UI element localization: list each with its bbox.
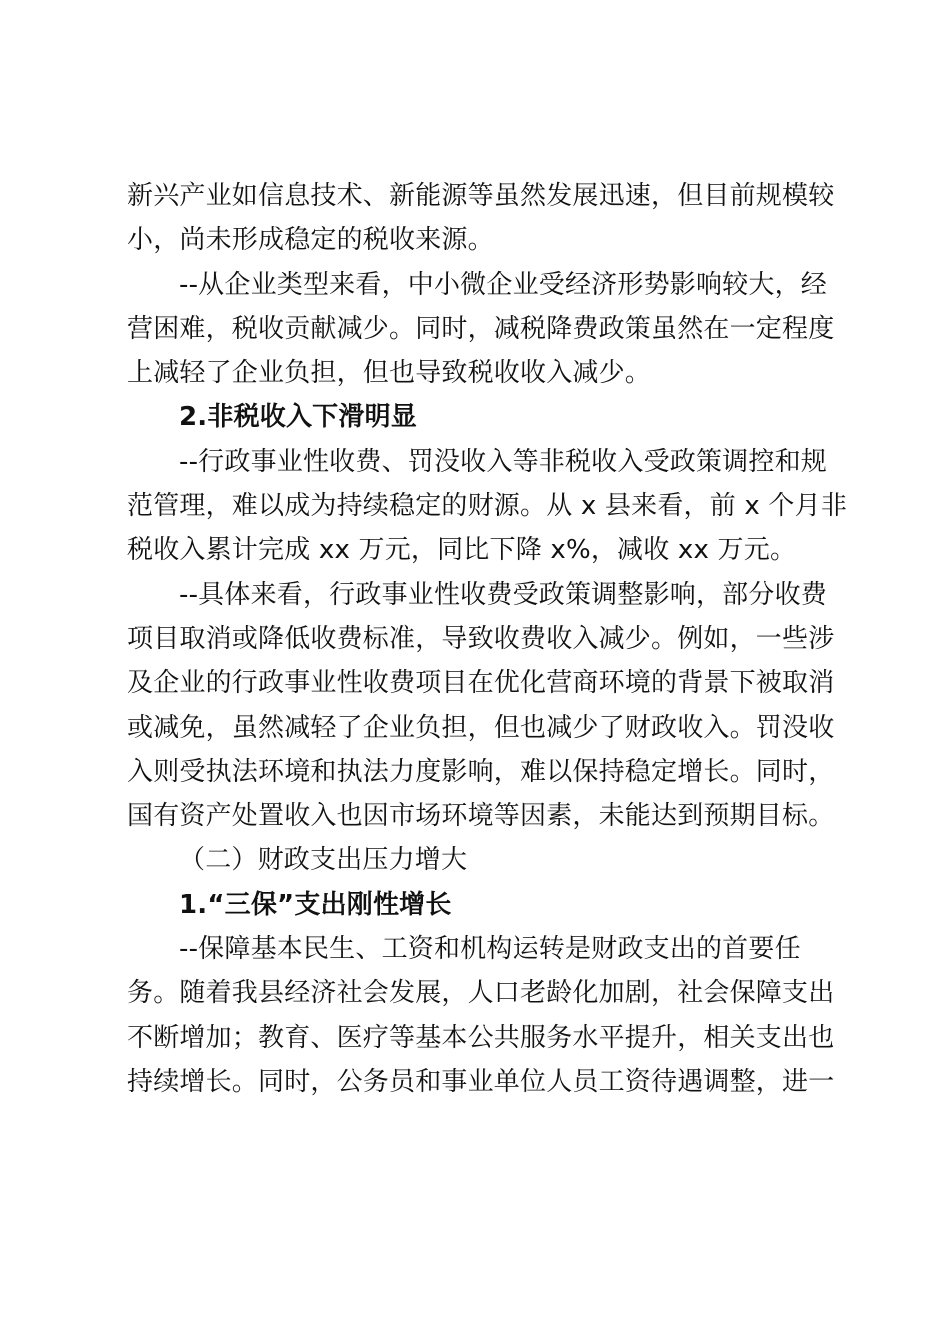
text-line: 小，尚未形成稳定的税收来源。 [127, 225, 494, 256]
text-line: --从企业类型来看，中小微企业受经济形势影响较大，经 [179, 269, 827, 300]
document-body [127, 174, 848, 1104]
text-line: --具体来看，行政事业性收费受政策调整影响，部分收费 [179, 579, 827, 610]
section-heading: 2.非税收入下滑明显 [179, 402, 417, 433]
text-line: 入则受执法环境和执法力度影响，难以保持稳定增长。同时， [127, 756, 835, 787]
text-line: 持续增长。同时，公务员和事业单位人员工资待遇调整，进一 [127, 1066, 835, 1097]
section-heading: 1.“三保”支出刚性增长 [179, 889, 452, 920]
text-line: 或减免，虽然减轻了企业负担，但也减少了财政收入。罚没收 [127, 712, 835, 743]
text-line: 新兴产业如信息技术、新能源等虽然发展迅速，但目前规模较 [127, 181, 835, 211]
text-line: 不断增加；教育、医疗等基本公共服务水平提升，相关支出也 [127, 1022, 835, 1053]
text-line: 营困难，税收贡献减少。同时，减税降费政策虽然在一定程度 [127, 313, 835, 344]
text-line: --行政事业性收费、罚没收入等非税收入受政策调控和规 [179, 446, 827, 477]
text-line: 上减轻了企业负担，但也导致税收收入减少。 [127, 358, 652, 389]
text-line: 项目取消或降低收费标准，导致收费收入减少。例如，一些涉 [127, 623, 835, 654]
text-line: 及企业的行政事业性收费项目在优化营商环境的背景下被取消 [127, 668, 835, 699]
text-line: 范管理，难以成为持续稳定的财源。从 x 县来看，前 x 个月非 [127, 491, 848, 522]
text-line: 务。随着我县经济社会发展，人口老龄化加剧，社会保障支出 [127, 978, 835, 1009]
text-line: --保障基本民生、工资和机构运转是财政支出的首要任 [179, 934, 801, 965]
text-line: 国有资产处置收入也因市场环境等因素，未能达到预期目标。 [127, 801, 835, 832]
section-heading: （二）财政支出压力增大 [179, 845, 468, 876]
text-line: 税收入累计完成 xx 万元，同比下降 x%，减收 xx 万元。 [127, 535, 797, 566]
